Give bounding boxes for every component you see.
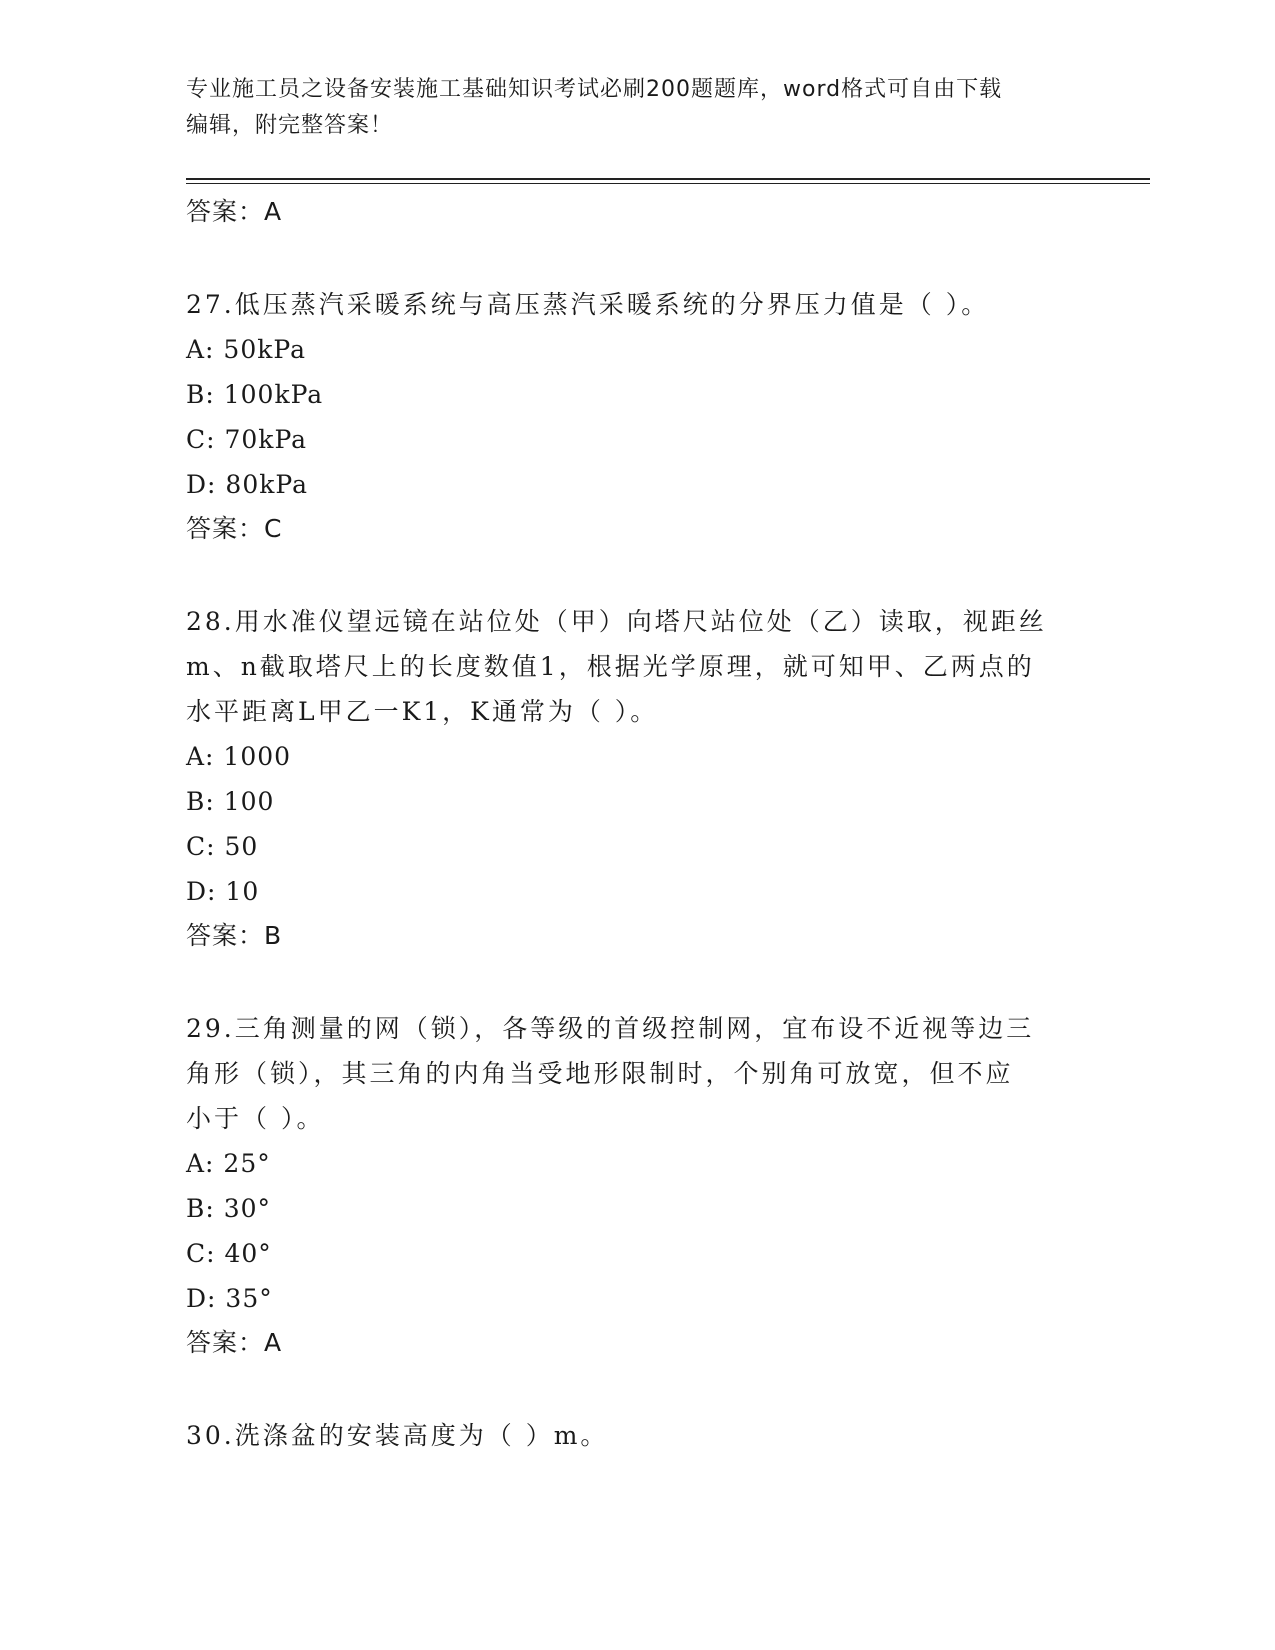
- option-d: D: 10: [186, 877, 260, 906]
- option-a: A: 50kPa: [186, 335, 306, 364]
- option-a: A: 25°: [186, 1149, 271, 1178]
- question-block: [186, 1413, 1086, 1458]
- question-stem: [186, 599, 1086, 734]
- answer-line: 答案：A: [186, 1328, 283, 1357]
- option-c: C: 70kPa: [186, 425, 308, 454]
- spacer: [186, 1365, 1086, 1413]
- question-block: [186, 599, 1086, 958]
- question-text-line: 27.低压蒸汽采暖系统与高压蒸汽采暖系统的分界压力值是（ ）。: [186, 290, 990, 319]
- question-text-line: 水平距离L甲乙一K1，K通常为（ ）。: [186, 697, 659, 726]
- question-text-line: 角形（锁），其三角的内角当受地形限制时，个别角可放宽，但不应: [186, 1059, 1014, 1088]
- option-b: B: 100: [186, 787, 275, 816]
- spacer: [186, 234, 1086, 282]
- header-divider-thick: [186, 178, 1150, 180]
- question-text-line: m、n截取塔尺上的长度数值1，根据光学原理，就可知甲、乙两点的: [186, 652, 1035, 681]
- option-a: A: 1000: [186, 742, 292, 771]
- question-stem: [186, 1413, 1086, 1458]
- spacer: [186, 551, 1086, 599]
- question-block: [186, 282, 1086, 551]
- question-list: [186, 190, 1086, 1458]
- option-c: C: 40°: [186, 1239, 272, 1268]
- answer-line: 答案：C: [186, 514, 283, 543]
- answer-line: 答案：B: [186, 921, 283, 950]
- question-text-line: 28.用水准仪望远镜在站位处（甲）向塔尺站位处（乙）读取，视距丝: [186, 607, 1047, 636]
- question-text-line: 小于（ ）。: [186, 1104, 325, 1133]
- header-divider-thin: [186, 183, 1150, 184]
- question-stem: [186, 1006, 1086, 1141]
- question-stem: [186, 282, 1086, 327]
- option-d: D: 35°: [186, 1284, 273, 1313]
- spacer: [186, 958, 1086, 1006]
- question-text-line: 29.三角测量的网（锁），各等级的首级控制网，宜布设不近视等边三: [186, 1014, 1035, 1043]
- header-title-line-1: 专业施工员之设备安装施工基础知识考试必刷200题题库，word格式可自由下载: [186, 77, 1003, 102]
- document-header: [186, 72, 1086, 144]
- header-title-line-2: 编辑，附完整答案！: [186, 113, 394, 138]
- question-text-line: 30.洗涤盆的安装高度为（ ）m。: [186, 1421, 609, 1450]
- option-d: D: 80kPa: [186, 470, 308, 499]
- answer-line: 答案：A: [186, 197, 283, 226]
- option-c: C: 50: [186, 832, 259, 861]
- question-block: [186, 1006, 1086, 1365]
- option-b: B: 100kPa: [186, 380, 324, 409]
- option-b: B: 30°: [186, 1194, 272, 1223]
